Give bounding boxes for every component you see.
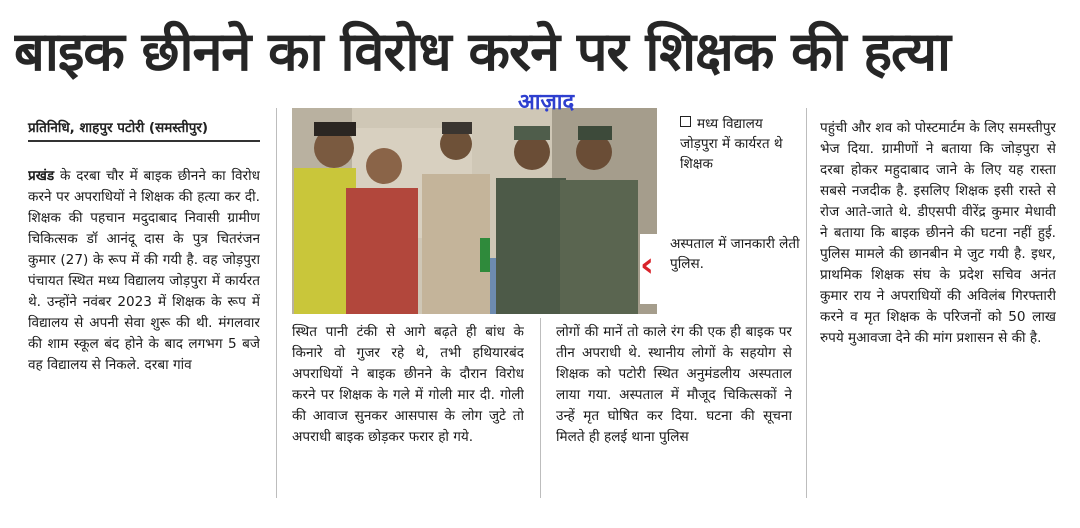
column-divider: [806, 108, 807, 498]
byline: प्रतिनिधि, शाहपुर पटोरी (समस्तीपुर): [28, 120, 209, 136]
article-column-2: [292, 322, 524, 492]
column-divider: [540, 318, 541, 498]
byline-divider: [28, 140, 260, 142]
watermark: आज़ाद: [518, 90, 575, 115]
photo-caption-top: [680, 114, 798, 174]
photo-caption-bottom-text: अस्पताल में जानकारी लेती पुलिस.: [670, 236, 800, 272]
photo-caption-bottom: [640, 234, 800, 304]
article-column-3-text: लोगों की मानें तो काले रंग की एक ही बाइक पर तीन अपराधी थे. स्थानीय लोगों के सहयोग से शिक्षक को पटोरी स्थित अनुमंडलीय अस्पताल लाया गया. अस्पताल में मौजूद चिकित्सकों ने उन्हें मृत घोषित कर दिया. घटना की सूचना मिलते ही हलई थाना पुलिस: [556, 324, 792, 445]
article-column-1: [28, 166, 260, 500]
article-column-4-text: पहुंची और शव को पोस्टमार्टम के लिए समस्तीपुर भेज दिया. ग्रामीणों ने बताया कि जोड़पुरा से दरबा होकर महुदाबाद जाने के लिए यह रास्ता सबसे नजदीक है. इसलिए शिक्षक इसी रास्ते से रोज आते-जाते थे. डीएसपी वीरेंद्र कुमार मेधावी ने बताया कि बाइक छीनने की घटना नहीं हुई. पुलिस मामले की छानबीन मे जुट गयी है. इधर, प्राथमिक शिक्षक संघ के प्रदेश सचिव अनंत कुमार राय ने अपराधियों की अविलंब गिरफ्तारी करने व मृत शिक्षक के परिजनों को 50 लाख रुपये मुआवजा देने की मांग प्रशासन से की है.: [820, 120, 1056, 346]
article-column-2-text: स्थित पानी टंकी से आगे बढ़ते ही बांध के किनारे वो गुजर रहे थे, तभी हथियारबंद अपराधियों ने बाइक छीनने के दौरान विरोध करने पर शिक्षक के गले में गोली मार दी. गोली की आवाज सुनकर आसपास के लोग जुटे तो अपराधी बाइक छोड़कर फरार हो गये.: [292, 324, 524, 445]
news-photo: [292, 108, 657, 314]
article-column-3: [556, 322, 792, 492]
chevron-left-icon: ‹: [640, 245, 655, 285]
article-column-1-text: के दरबा चौर में बाइक छीनने का विरोध करने पर अपराधियों ने शिक्षक की हत्या कर दी. शिक्षक की पहचान मदुदाबाद निवासी ग्रामीण चिकित्सक डॉ आनंदू दास के पुत्र चितरंजन कुमार (27) के रूप में की गयी है. वह जोड़पुरा पंचायत स्थित मध्य विद्यालय जोड़पुरा में कार्यरत थे. उन्होंने नवंबर 2023 में शिक्षक के रूप में विद्यालय से अपनी सेवा शुरू की थी. मंगलवार की शाम स्कूल बंद होने के बाद लगभग 5 बजे वह विद्यालय से निकले. दरबा गांव: [28, 168, 260, 373]
news-photo-image: [292, 108, 657, 314]
article-column-4: [820, 118, 1056, 498]
headline: बाइक छीनने का विरोध करने पर शिक्षक की हत्या: [14, 20, 951, 83]
article-lead-word: प्रखंड: [28, 168, 55, 184]
photo-caption-top-text: मध्य विद्यालय जोड़पुरा में कार्यरत थे शिक्षक: [680, 116, 783, 172]
column-divider: [276, 108, 277, 498]
square-bullet-icon: [680, 116, 691, 127]
